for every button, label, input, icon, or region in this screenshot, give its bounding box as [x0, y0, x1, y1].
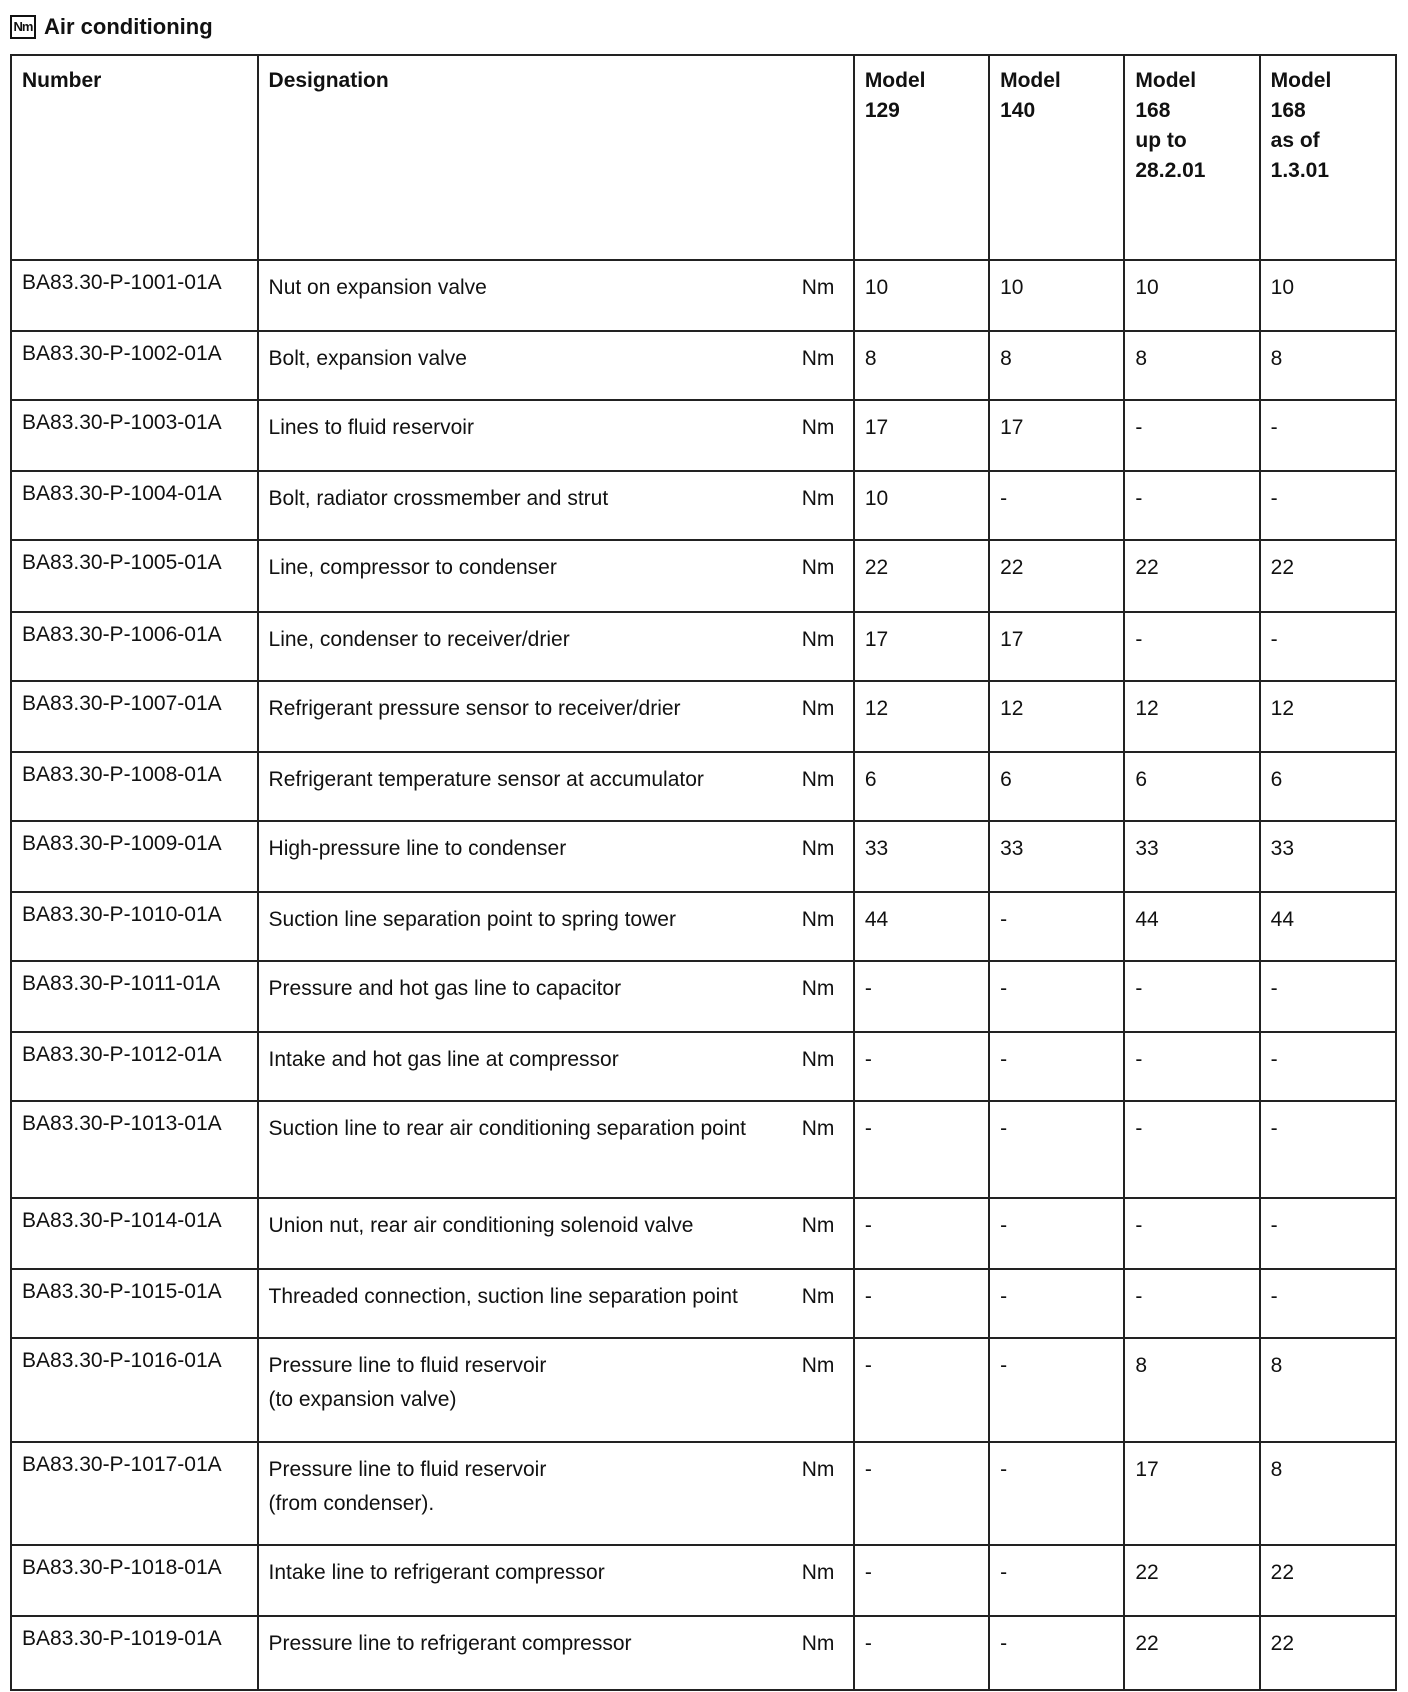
table-row — [11, 1442, 1396, 1545]
row-unit: Nm — [792, 540, 854, 611]
row-number: BA83.30-P-1017-01A — [11, 1442, 258, 1545]
row-unit: Nm — [792, 400, 854, 471]
row-designation: Union nut, rear air conditioning solenoid valve — [258, 1198, 792, 1269]
table-row — [11, 752, 1396, 821]
row-value-model-3: 33 — [1124, 821, 1259, 892]
row-value-model-4: 22 — [1260, 1545, 1396, 1616]
row-value-model-2: - — [989, 1032, 1124, 1101]
torque-table — [10, 54, 1397, 1691]
row-unit: Nm — [792, 260, 854, 331]
table-row — [11, 400, 1396, 471]
table-body — [11, 260, 1396, 1690]
row-value-model-3: - — [1124, 1198, 1259, 1269]
row-value-model-1: 17 — [854, 612, 989, 681]
row-value-model-4: - — [1260, 1032, 1396, 1101]
row-unit: Nm — [792, 821, 854, 892]
row-value-model-2: 12 — [989, 681, 1124, 752]
header-model-line: Model — [864, 69, 926, 92]
header-model-line: Model — [1000, 69, 1061, 92]
row-value-model-4: - — [1260, 612, 1396, 681]
row-number: BA83.30-P-1003-01A — [11, 400, 258, 471]
row-number: BA83.30-P-1010-01A — [11, 892, 258, 961]
row-value-model-1: 12 — [854, 681, 989, 752]
header-model-line: 1.3.01 — [1270, 159, 1330, 182]
row-designation: Threaded connection, suction line separation point — [258, 1269, 792, 1338]
row-value-model-2: - — [989, 1269, 1124, 1338]
row-value-model-2: 17 — [989, 400, 1124, 471]
row-value-model-1: - — [854, 1545, 989, 1616]
row-unit: Nm — [792, 892, 854, 961]
row-unit: Nm — [792, 961, 854, 1032]
row-unit: Nm — [792, 1269, 854, 1338]
row-value-model-3: 8 — [1124, 331, 1259, 400]
row-number: BA83.30-P-1007-01A — [11, 681, 258, 752]
table-row — [11, 471, 1396, 540]
row-value-model-3: - — [1124, 1101, 1259, 1198]
table-row — [11, 1032, 1396, 1101]
row-value-model-1: - — [854, 1616, 989, 1690]
row-designation: Refrigerant temperature sensor at accumulator — [258, 752, 792, 821]
row-value-model-2: 22 — [989, 540, 1124, 611]
row-number: BA83.30-P-1019-01A — [11, 1616, 258, 1690]
header-model-line: 168 — [1135, 99, 1171, 122]
row-value-model-4: - — [1260, 400, 1396, 471]
row-value-model-1: - — [854, 1442, 989, 1545]
row-number: BA83.30-P-1015-01A — [11, 1269, 258, 1338]
torque-nm-icon: Nm — [10, 15, 36, 39]
row-value-model-2: - — [989, 1442, 1124, 1545]
table-row — [11, 1545, 1396, 1616]
row-value-model-4: - — [1260, 471, 1396, 540]
row-designation: Suction line separation point to spring tower — [258, 892, 792, 961]
row-value-model-4: 44 — [1260, 892, 1396, 961]
row-value-model-2: - — [989, 1101, 1124, 1198]
row-value-model-4: 8 — [1260, 1338, 1396, 1441]
row-value-model-1: - — [854, 1269, 989, 1338]
row-value-model-2: - — [989, 892, 1124, 961]
row-value-model-1: 6 — [854, 752, 989, 821]
row-value-model-2: - — [989, 1545, 1124, 1616]
row-value-model-3: 8 — [1124, 1338, 1259, 1441]
row-value-model-1: 22 — [854, 540, 989, 611]
row-value-model-1: 8 — [854, 331, 989, 400]
section-title: Air conditioning — [44, 14, 213, 39]
row-value-model-2: 17 — [989, 612, 1124, 681]
table-row — [11, 961, 1396, 1032]
header-model-line: as of — [1270, 129, 1320, 152]
row-number: BA83.30-P-1001-01A — [11, 260, 258, 331]
row-designation: Nut on expansion valve — [258, 260, 792, 331]
row-unit: Nm — [792, 1101, 854, 1198]
row-value-model-4: - — [1260, 1198, 1396, 1269]
row-value-model-1: 17 — [854, 400, 989, 471]
row-unit: Nm — [792, 471, 854, 540]
row-value-model-1: - — [854, 1101, 989, 1198]
row-designation: Pressure line to refrigerant compressor — [258, 1616, 792, 1690]
row-value-model-4: 6 — [1260, 752, 1396, 821]
row-unit: Nm — [792, 1198, 854, 1269]
row-value-model-1: - — [854, 961, 989, 1032]
row-designation: Pressure and hot gas line to capacitor — [258, 961, 792, 1032]
row-value-model-2: 33 — [989, 821, 1124, 892]
row-value-model-1: 10 — [854, 471, 989, 540]
row-value-model-4: 22 — [1260, 540, 1396, 611]
row-number: BA83.30-P-1002-01A — [11, 331, 258, 400]
row-designation: Intake line to refrigerant compressor — [258, 1545, 792, 1616]
header-model-line: Model — [1270, 69, 1332, 92]
row-number: BA83.30-P-1016-01A — [11, 1338, 258, 1441]
row-designation: High-pressure line to condenser — [258, 821, 792, 892]
row-value-model-2: 10 — [989, 260, 1124, 331]
row-designation: Pressure line to fluid reservoir (to expansion valve) — [258, 1338, 792, 1441]
row-designation: Pressure line to fluid reservoir (from condenser). — [258, 1442, 792, 1545]
row-value-model-4: 8 — [1260, 1442, 1396, 1545]
table-row — [11, 260, 1396, 331]
row-unit: Nm — [792, 752, 854, 821]
header-model-line: 168 — [1270, 99, 1306, 122]
row-value-model-3: 44 — [1124, 892, 1259, 961]
row-unit: Nm — [792, 1442, 854, 1545]
row-value-model-3: 22 — [1124, 540, 1259, 611]
header-model — [1124, 55, 1259, 260]
header-designation: Designation — [258, 55, 854, 260]
row-unit: Nm — [792, 1032, 854, 1101]
row-number: BA83.30-P-1004-01A — [11, 471, 258, 540]
row-designation: Refrigerant pressure sensor to receiver/drier — [258, 681, 792, 752]
row-value-model-2: - — [989, 961, 1124, 1032]
header-model-line: up to — [1135, 129, 1187, 152]
row-value-model-1: 10 — [854, 260, 989, 331]
row-value-model-2: - — [989, 1616, 1124, 1690]
row-value-model-3: 22 — [1124, 1545, 1259, 1616]
row-number: BA83.30-P-1008-01A — [11, 752, 258, 821]
header-number: Number — [11, 55, 258, 260]
row-number: BA83.30-P-1006-01A — [11, 612, 258, 681]
row-value-model-3: 17 — [1124, 1442, 1259, 1545]
row-value-model-3: - — [1124, 471, 1259, 540]
table-row — [11, 1198, 1396, 1269]
table-row — [11, 892, 1396, 961]
row-value-model-4: - — [1260, 1101, 1396, 1198]
table-row — [11, 1616, 1396, 1690]
row-designation: Lines to fluid reservoir — [258, 400, 792, 471]
table-row — [11, 331, 1396, 400]
row-value-model-2: 6 — [989, 752, 1124, 821]
row-value-model-1: 44 — [854, 892, 989, 961]
row-unit: Nm — [792, 1338, 854, 1441]
header-row — [11, 55, 1396, 260]
row-value-model-3: - — [1124, 961, 1259, 1032]
row-value-model-2: - — [989, 1338, 1124, 1441]
header-model — [1260, 55, 1396, 260]
table-row — [11, 1338, 1396, 1441]
row-unit: Nm — [792, 681, 854, 752]
row-value-model-1: - — [854, 1198, 989, 1269]
row-value-model-3: - — [1124, 612, 1259, 681]
row-value-model-1: 33 — [854, 821, 989, 892]
table-row — [11, 1269, 1396, 1338]
row-number: BA83.30-P-1018-01A — [11, 1545, 258, 1616]
row-unit: Nm — [792, 331, 854, 400]
row-number: BA83.30-P-1012-01A — [11, 1032, 258, 1101]
table-row — [11, 612, 1396, 681]
row-designation: Bolt, radiator crossmember and strut — [258, 471, 792, 540]
section-title-bar — [10, 12, 213, 42]
row-value-model-4: - — [1260, 1269, 1396, 1338]
row-value-model-3: - — [1124, 1032, 1259, 1101]
row-value-model-3: 6 — [1124, 752, 1259, 821]
header-model-line: 28.2.01 — [1135, 159, 1206, 182]
row-value-model-3: 10 — [1124, 260, 1259, 331]
row-value-model-1: - — [854, 1032, 989, 1101]
row-value-model-3: - — [1124, 1269, 1259, 1338]
row-designation: Suction line to rear air conditioning separation point — [258, 1101, 792, 1198]
row-number: BA83.30-P-1013-01A — [11, 1101, 258, 1198]
row-designation: Line, compressor to condenser — [258, 540, 792, 611]
table-row — [11, 540, 1396, 611]
table-row — [11, 821, 1396, 892]
header-model-line: 129 — [864, 99, 900, 122]
row-unit: Nm — [792, 612, 854, 681]
row-value-model-2: - — [989, 1198, 1124, 1269]
row-value-model-4: 10 — [1260, 260, 1396, 331]
header-model — [989, 55, 1124, 260]
row-value-model-4: 8 — [1260, 331, 1396, 400]
header-model-line: 140 — [1000, 99, 1036, 122]
table-row — [11, 1101, 1396, 1198]
header-model-line: Model — [1135, 69, 1197, 92]
row-value-model-4: 33 — [1260, 821, 1396, 892]
row-number: BA83.30-P-1011-01A — [11, 961, 258, 1032]
row-value-model-3: - — [1124, 400, 1259, 471]
row-value-model-1: - — [854, 1338, 989, 1441]
row-value-model-3: 12 — [1124, 681, 1259, 752]
row-designation: Intake and hot gas line at compressor — [258, 1032, 792, 1101]
header-model — [854, 55, 989, 260]
row-value-model-2: - — [989, 471, 1124, 540]
row-designation: Bolt, expansion valve — [258, 331, 792, 400]
row-value-model-2: 8 — [989, 331, 1124, 400]
row-value-model-4: 12 — [1260, 681, 1396, 752]
row-number: BA83.30-P-1014-01A — [11, 1198, 258, 1269]
row-unit: Nm — [792, 1545, 854, 1616]
row-unit: Nm — [792, 1616, 854, 1690]
row-value-model-4: - — [1260, 961, 1396, 1032]
row-number: BA83.30-P-1005-01A — [11, 540, 258, 611]
row-value-model-3: 22 — [1124, 1616, 1259, 1690]
row-value-model-4: 22 — [1260, 1616, 1396, 1690]
row-number: BA83.30-P-1009-01A — [11, 821, 258, 892]
table-row — [11, 681, 1396, 752]
row-designation: Line, condenser to receiver/drier — [258, 612, 792, 681]
